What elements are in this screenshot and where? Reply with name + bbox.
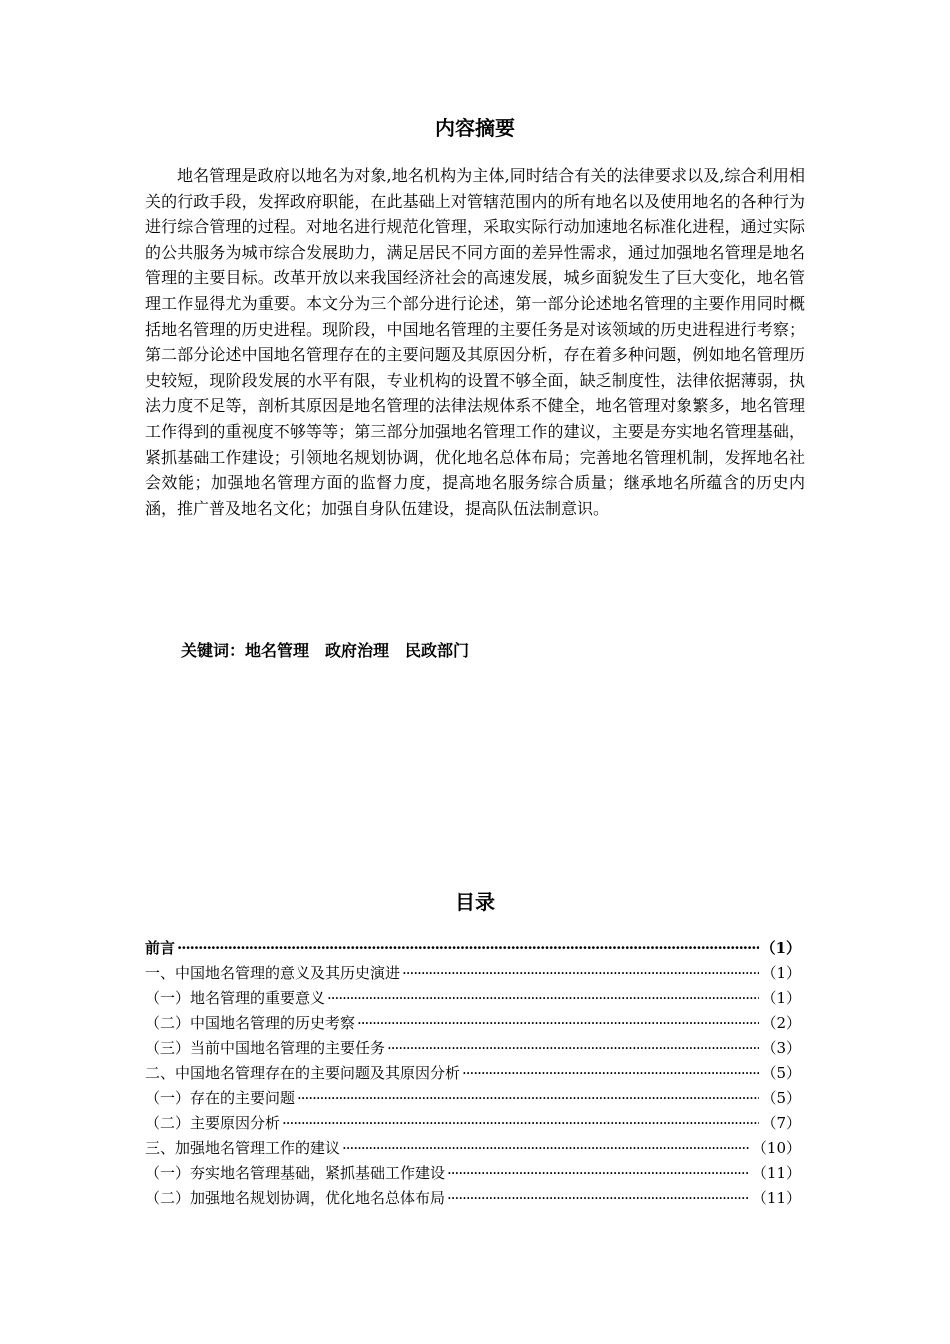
toc-entry-title: 二、中国地名管理存在的主要问题及其原因分析	[145, 1064, 461, 1082]
toc-leader-dots	[447, 1186, 750, 1211]
toc-entry-title: （三）当前中国地名管理的主要任务	[145, 1039, 386, 1057]
toc-entry-title: （二）加强地名规划协调，优化地名总体布局	[145, 1189, 446, 1207]
toc-entry-title: 一、中国地名管理的意义及其历史演进	[145, 964, 401, 982]
toc-leader-dots	[297, 1086, 759, 1111]
toc-entry[interactable]	[145, 1061, 801, 1086]
toc-entry-page: （1）	[761, 964, 801, 982]
toc-entry-title: （一）存在的主要问题	[145, 1089, 296, 1107]
toc-entry[interactable]	[145, 936, 801, 961]
toc-leader-dots	[282, 1111, 759, 1136]
toc-title: 目录	[455, 890, 495, 914]
toc-entry[interactable]	[145, 1161, 801, 1186]
toc-entry-title: （二）中国地名管理的历史考察	[145, 1014, 356, 1032]
toc-entry-title: 三、加强地名管理工作的建议	[145, 1139, 341, 1157]
toc-leader-dots	[402, 961, 759, 986]
toc-leader-dots	[462, 1061, 759, 1086]
toc-entry[interactable]	[145, 1111, 801, 1136]
toc-entry[interactable]	[145, 1186, 801, 1211]
toc-leader-dots	[177, 936, 759, 961]
toc-entry-page: （3）	[761, 1039, 801, 1057]
keywords-line: 关键词：地名管理 政府治理 民政部门	[181, 641, 470, 660]
abstract-body: 地名管理是政府以地名为对象,地名机构为主体,同时结合有关的法律要求以及,综合利用相关的行政手段，发挥政府职能，在此基础上对管辖范围内的所有地名以及使用地名的各种行为进行综合管理的过程。对地名进行规范化管理，采取实际行动加速地名标准化进程，通过实际的公共服务为城市综合发展助力，满足居民不同方面的差异性需求，通过加强地名管理是地名管理的主要目标。改革开放以来我国经济社会的高速发展，城乡面貌发生了巨大变化，地名管理工作显得尤为重要。本文分为三个部分进行论述，第一部分论述地名管理的主要作用同时概括地名管理的历史进程。现阶段，中国地名管理的主要任务是对该领域的历史进程进行考察；第二部分论述中国地名管理存在的主要问题及其原因分析，存在着多种问题，例如地名管理历史较短，现阶段发展的水平有限，专业机构的设置不够全面，缺乏制度性，法律依据薄弱，执法力度不足等，剖析其原因是地名管理的法律法规体系不健全，地名管理对象繁多，地名管理工作得到的重视度不够等等；第三部分加强地名管理工作的建议，主要是夯实地名管理基础，紧抓基础工作建设；引领地名规划协调，优化地名总体布局；完善地名管理机制，发挥地名社会效能；加强地名管理方面的监督力度，提高地名服务综合质量；继承地名所蕴含的历史内涵，推广普及地名文化；加强自身队伍建设，提高队伍法制意识。	[145, 166, 805, 518]
toc-leader-dots	[342, 1136, 750, 1161]
toc-entry[interactable]	[145, 1011, 801, 1036]
toc-entry-page: （10）	[751, 1139, 801, 1157]
toc-leader-dots	[327, 986, 759, 1011]
abstract-title: 内容摘要	[435, 116, 515, 140]
toc-entry-title: （一）夯实地名管理基础，紧抓基础工作建设	[145, 1164, 446, 1182]
toc-entry-title: （二）主要原因分析	[145, 1114, 281, 1132]
toc-leader-dots	[447, 1161, 750, 1186]
toc-entry[interactable]	[145, 961, 801, 986]
toc-leader-dots	[387, 1036, 759, 1061]
toc-entry-page: （5）	[761, 1089, 801, 1107]
toc-entry-page: （1）	[761, 989, 801, 1007]
toc-entry[interactable]	[145, 986, 801, 1011]
toc-entry-page: （5）	[761, 1064, 801, 1082]
toc-leader-dots	[357, 1011, 759, 1036]
toc-entry[interactable]	[145, 1086, 801, 1111]
toc-list	[145, 936, 801, 1211]
toc-entry[interactable]	[145, 1136, 801, 1161]
toc-entry-page: （2）	[761, 1014, 801, 1032]
toc-entry[interactable]	[145, 1036, 801, 1061]
toc-entry-title: （一）地名管理的重要意义	[145, 989, 326, 1007]
toc-entry-title: 前言	[145, 939, 176, 957]
toc-entry-page: （7）	[761, 1114, 801, 1132]
toc-entry-page: （1）	[760, 939, 801, 957]
toc-entry-page: （11）	[751, 1164, 801, 1182]
toc-entry-page: （11）	[751, 1189, 801, 1207]
